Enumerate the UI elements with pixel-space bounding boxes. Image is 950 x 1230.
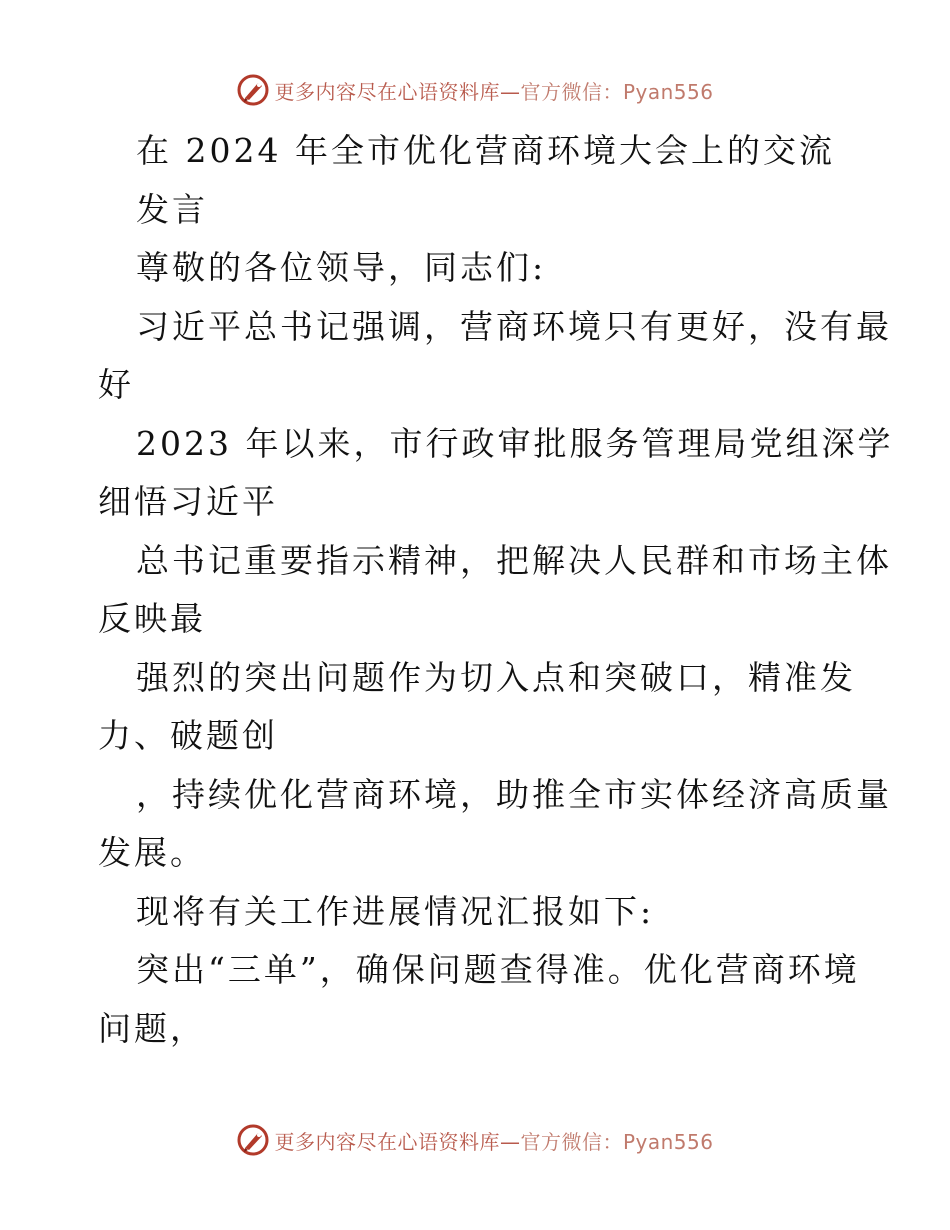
paragraph-line: 问题， [98,1008,206,1048]
paragraph-line: 发展。 [98,833,206,872]
footer-banner [0,1120,950,1160]
paragraph-line: 力、破题创 [98,716,278,755]
paragraph-line: 突出“三单”，确保问题查得准。优化营商环境 [136,950,860,989]
document-title-line-2: 发言 [136,189,208,229]
pen-logo-icon [236,73,270,107]
header-banner [0,70,950,110]
footer-banner-text [274,1126,713,1155]
paragraph-line: 习近平总书记强调，营商环境只有更好，没有最 [136,306,892,346]
paragraph-line: 现将有关工作进展情况汇报如下: [136,891,655,931]
header-banner-text [274,76,713,105]
paragraph-line: 2023 年以来，市行政审批服务管理局党组深学 [136,423,894,463]
header-separator: — [499,79,521,104]
document-title-line-1: 在 2024 年全市优化营商环境大会上的交流 [136,131,835,170]
paragraph-line: 好 [98,365,134,404]
header-wechat-text: 官方微信：Pyan556 [520,79,714,104]
salutation: 尊敬的各位领导，同志们: [136,248,547,287]
footer-site-text: 更多内容尽在心语资料库 [274,1129,500,1154]
header-site-text: 更多内容尽在心语资料库 [274,79,500,104]
paragraph-line: 总书记重要指示精神，把解决人民群和市场主体 [136,540,892,580]
paragraph-line: 细悟习近平 [98,482,278,521]
paragraph-line: 强烈的突出问题作为切入点和突破口，精准发 [136,657,856,697]
paragraph-line: 反映最 [98,599,206,638]
footer-separator: — [499,1129,521,1154]
footer-wechat-text: 官方微信：Pyan556 [520,1129,714,1154]
pen-logo-icon [236,1123,270,1157]
document-body [98,122,894,1058]
paragraph-line: ，持续优化营商环境，助推全市实体经济高质量 [136,774,892,814]
